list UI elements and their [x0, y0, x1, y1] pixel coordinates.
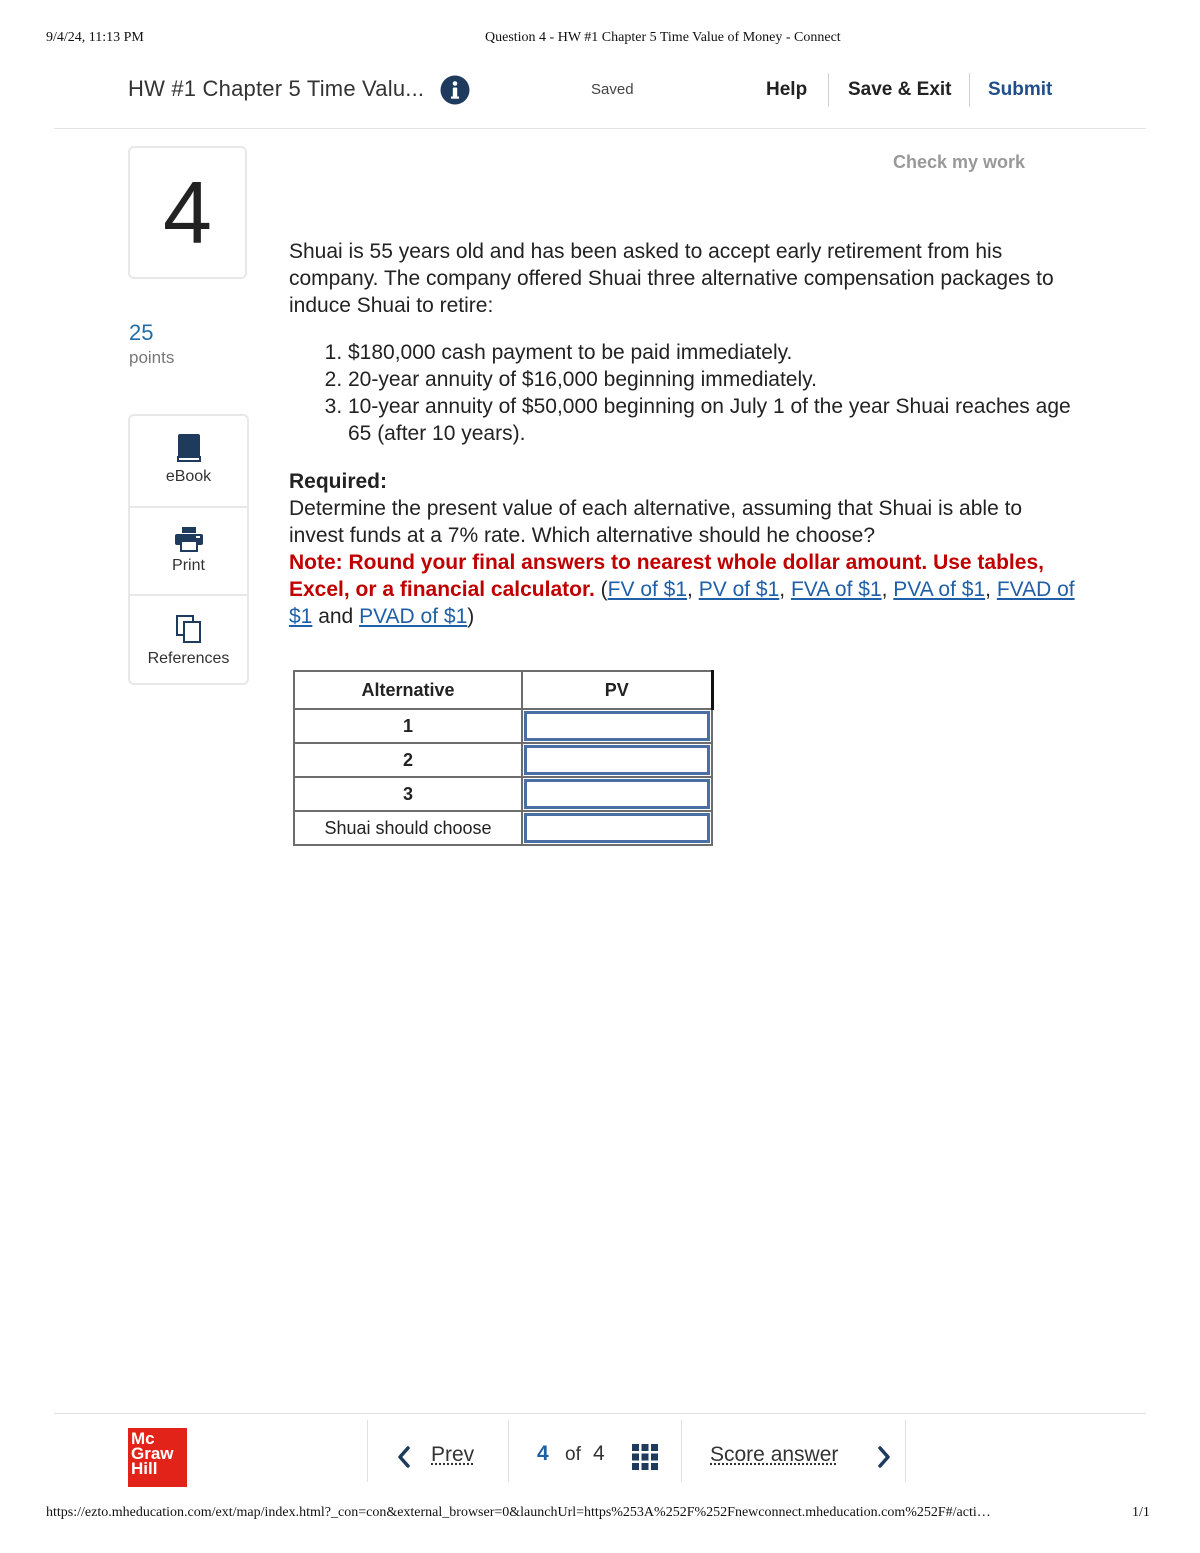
- divider: [130, 594, 247, 596]
- chevron-left-icon[interactable]: [395, 1444, 413, 1470]
- current-page: 4: [537, 1442, 549, 1465]
- rounding-note: Note: Round your final answers to nearest whole dollar amount. Use tables, Excel, or a financial calculator.: [289, 551, 1044, 601]
- separator: ,: [779, 578, 791, 601]
- divider: [828, 73, 829, 107]
- logo-line: Graw: [131, 1444, 174, 1463]
- pvad-table-link[interactable]: PVAD of $1: [359, 605, 468, 628]
- copy-documents-icon: [175, 614, 203, 644]
- assignment-title: HW #1 Chapter 5 Time Valu...: [128, 76, 425, 101]
- table-row: [294, 709, 712, 743]
- tools-panel: [128, 414, 249, 685]
- divider: [969, 73, 970, 107]
- column-header-alternative: Alternative: [294, 671, 522, 709]
- options-list: [289, 339, 1079, 447]
- chevron-right-icon[interactable]: [875, 1444, 893, 1470]
- header-divider: [54, 128, 1146, 129]
- option-item: 3. 10-year annuity of $50,000 beginning on July 1 of the year Shuai reaches age 65 (after 10 years).: [348, 393, 1079, 447]
- score-answer-button[interactable]: Score answer: [710, 1443, 839, 1466]
- pv-input-2[interactable]: [524, 745, 710, 775]
- points-label: points: [129, 348, 175, 367]
- separator: and: [312, 605, 360, 628]
- save-exit-button[interactable]: Save & Exit: [848, 79, 952, 100]
- total-pages: 4: [593, 1442, 605, 1465]
- ebook-button[interactable]: [130, 432, 247, 486]
- book-icon: [175, 432, 203, 464]
- paren: (: [600, 578, 608, 601]
- separator: ,: [881, 578, 894, 601]
- divider: [681, 1420, 682, 1482]
- separator: ,: [687, 578, 699, 601]
- print-page-count: 1/1: [1132, 1505, 1150, 1520]
- question-intro: Shuai is 55 years old and has been asked to accept early retirement from his company. The company offered Shuai three alternative compensation packages to induce Shuai to retire:: [289, 240, 1054, 317]
- table-header-row: [294, 671, 712, 709]
- fv-table-link[interactable]: FV of $1: [607, 578, 688, 601]
- choice-label: Shuai should choose: [294, 811, 522, 845]
- print-datetime: 9/4/24, 11:13 PM: [46, 30, 144, 45]
- print-label: Print: [172, 557, 205, 574]
- references-label: References: [147, 650, 230, 667]
- pv-cell: [522, 777, 712, 811]
- page-of-label: of: [565, 1444, 581, 1465]
- fvad-table-link[interactable]: FVAD of $1: [289, 578, 1075, 628]
- fva-table-link[interactable]: FVA of $1: [790, 578, 882, 601]
- printer-icon: [174, 526, 204, 552]
- question-number: 4: [163, 162, 212, 262]
- divider: [367, 1420, 368, 1482]
- divider: [905, 1420, 906, 1482]
- note-paragraph: [289, 549, 1079, 630]
- pv-cell: [522, 709, 712, 743]
- ebook-label: eBook: [165, 468, 212, 485]
- divider: [130, 506, 247, 508]
- pva-table-link[interactable]: PVA of $1: [893, 578, 986, 601]
- required-heading: Required:: [289, 470, 388, 493]
- pv-input-1[interactable]: [524, 711, 710, 741]
- mcgraw-hill-logo: [128, 1428, 187, 1487]
- pv-table-link[interactable]: PV of $1: [698, 578, 780, 601]
- separator: ,: [985, 578, 997, 601]
- table-row: [294, 811, 712, 845]
- submit-button[interactable]: Submit: [988, 79, 1053, 100]
- footer-divider: [54, 1413, 1146, 1414]
- required-text: Determine the present value of each alternative, assuming that Shuai is able to invest funds at a 7% rate. Which alternative should he choose?: [289, 497, 1023, 547]
- print-url: https://ezto.mheducation.com/ext/map/index.html?_con=con&external_browser=0&launchUrl=https%253A%252F%252Fnewconnect.mheducation.com%252F#/acti…: [46, 1505, 991, 1520]
- alternative-label: 1: [294, 709, 522, 743]
- save-status: Saved: [591, 81, 634, 98]
- option-item: 1. $180,000 cash payment to be paid immediately.: [348, 339, 1079, 366]
- column-header-pv: PV: [522, 671, 712, 709]
- choice-input[interactable]: [524, 813, 710, 843]
- option-item: 2. 20-year annuity of $16,000 beginning immediately.: [348, 366, 1079, 393]
- table-row: [294, 743, 712, 777]
- question-body: [289, 238, 1079, 630]
- answer-table: [293, 670, 714, 846]
- question-number-card: [128, 146, 247, 279]
- pv-input-3[interactable]: [524, 779, 710, 809]
- info-icon[interactable]: [440, 75, 470, 105]
- pv-cell: [522, 811, 712, 845]
- logo-line: Mc: [131, 1429, 155, 1448]
- prev-button[interactable]: Prev: [431, 1443, 475, 1466]
- question-grid-icon[interactable]: [632, 1444, 658, 1470]
- references-button[interactable]: [130, 614, 247, 668]
- alternative-label: 2: [294, 743, 522, 777]
- help-button[interactable]: Help: [766, 79, 808, 100]
- print-page-title: Question 4 - HW #1 Chapter 5 Time Value of Money - Connect: [485, 30, 841, 45]
- pv-cell: [522, 743, 712, 777]
- table-row: [294, 777, 712, 811]
- alternative-label: 3: [294, 777, 522, 811]
- divider: [508, 1420, 509, 1482]
- logo-line: Hill: [131, 1459, 158, 1478]
- paren: ): [467, 605, 475, 628]
- points-value: 25: [129, 320, 154, 345]
- print-button[interactable]: [130, 526, 247, 575]
- check-my-work-button[interactable]: Check my work: [893, 152, 1026, 172]
